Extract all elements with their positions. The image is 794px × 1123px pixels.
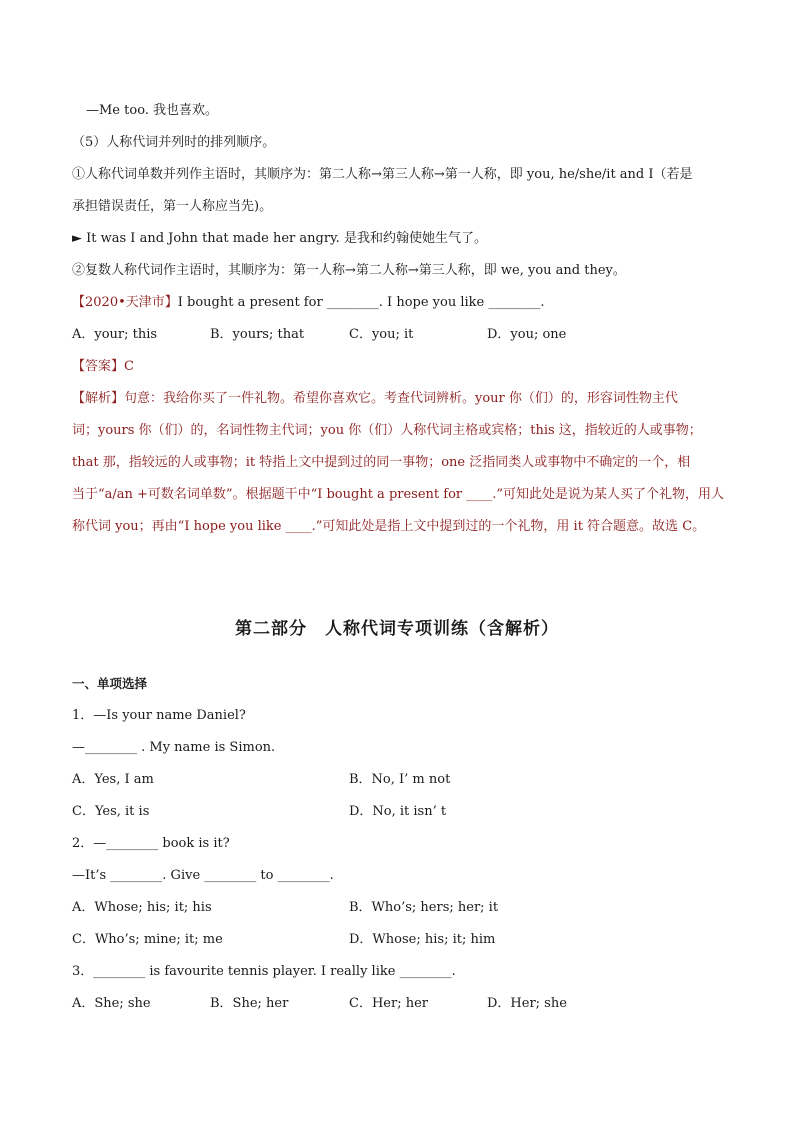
- question-1: 1．—Is your name Daniel?: [72, 708, 246, 723]
- text-line: （5）人称代词并列时的排列顺序。: [72, 135, 276, 150]
- q2-option-c: C．Who’s; mine; it; me: [72, 932, 223, 947]
- answer: 【答案】C: [72, 359, 134, 374]
- question-2-reply: —It’s ________. Give ________ to ________.: [72, 868, 334, 883]
- q3-option-b: B．She; her: [210, 996, 289, 1011]
- q2-option-a: A．Whose; his; it; his: [72, 900, 212, 915]
- analysis-line: 当于“a/an +可数名词单数”。根据题干中“I bought a present for ____.”可知此处是说为某人买了个礼物，用人: [72, 487, 725, 502]
- text-line: —Me too. 我也喜欢。: [86, 103, 219, 118]
- analysis-line: 词；yours 你（们）的，名词性物主代词；you 你（们）人称代词主格或宾格；this 这，指较近的人或事物；: [72, 423, 702, 438]
- text-line: ①人称代词单数并列作主语时，其顺序为：第二人称→第三人称→第一人称，即 you, he/she/it and I（若是: [72, 167, 693, 182]
- option-b: B．yours; that: [210, 327, 305, 342]
- option-a: A．your; this: [72, 327, 158, 342]
- option-c: C．you; it: [349, 327, 414, 342]
- option-d: D．you; one: [487, 327, 567, 342]
- q1-option-b: B．No, I’ m not: [349, 772, 451, 787]
- question-2: 2．—________ book is it?: [72, 836, 230, 851]
- example-source: 【2020•天津市】: [72, 295, 178, 310]
- q3-option-a: A．She; she: [72, 996, 151, 1011]
- q2-option-b: B．Who’s; hers; her; it: [349, 900, 499, 915]
- q3-option-c: C．Her; her: [349, 996, 428, 1011]
- question-3: 3．________ is favourite tennis player. I really like ________.: [72, 964, 456, 979]
- analysis-line: that 那，指较远的人或事物；it 特指上文中提到过的同一事物；one 泛指同类人或事物中不确定的一个，相: [72, 455, 691, 470]
- q1-option-a: A．Yes, I am: [72, 772, 154, 787]
- example-question: [72, 295, 545, 311]
- section-heading: 一、单项选择: [72, 676, 148, 691]
- analysis-line: 【解析】句意：我给你买了一件礼物。希望你喜欢它。考查代词辨析。your 你（们）的，形容词性物主代: [72, 391, 678, 406]
- q1-option-d: D．No, it isn’ t: [349, 804, 447, 819]
- part-title: 第二部分 人称代词专项训练（含解析）: [235, 619, 559, 639]
- text-line: ②复数人称代词作主语时，其顺序为：第一人称→第二人称→第三人称，即 we, you and they。: [72, 263, 626, 278]
- example-question-text: I bought a present for ________. I hope you like ________.: [177, 295, 545, 310]
- text-line: 承担错误责任，第一人称应当先)。: [72, 199, 273, 214]
- analysis-line: 称代词 you；再由“I hope you like ____.”可知此处是指上文中提到过的一个礼物，用 it 符合题意。故选 C。: [72, 519, 706, 534]
- text-line: ► It was I and John that made her angry. 是我和约翰使她生气了。: [72, 231, 487, 246]
- question-1-reply: —________ . My name is Simon.: [72, 740, 276, 755]
- q1-option-c: C．Yes, it is: [72, 804, 150, 819]
- q2-option-d: D．Whose; his; it; him: [349, 932, 496, 947]
- q3-option-d: D．Her; she: [487, 996, 567, 1011]
